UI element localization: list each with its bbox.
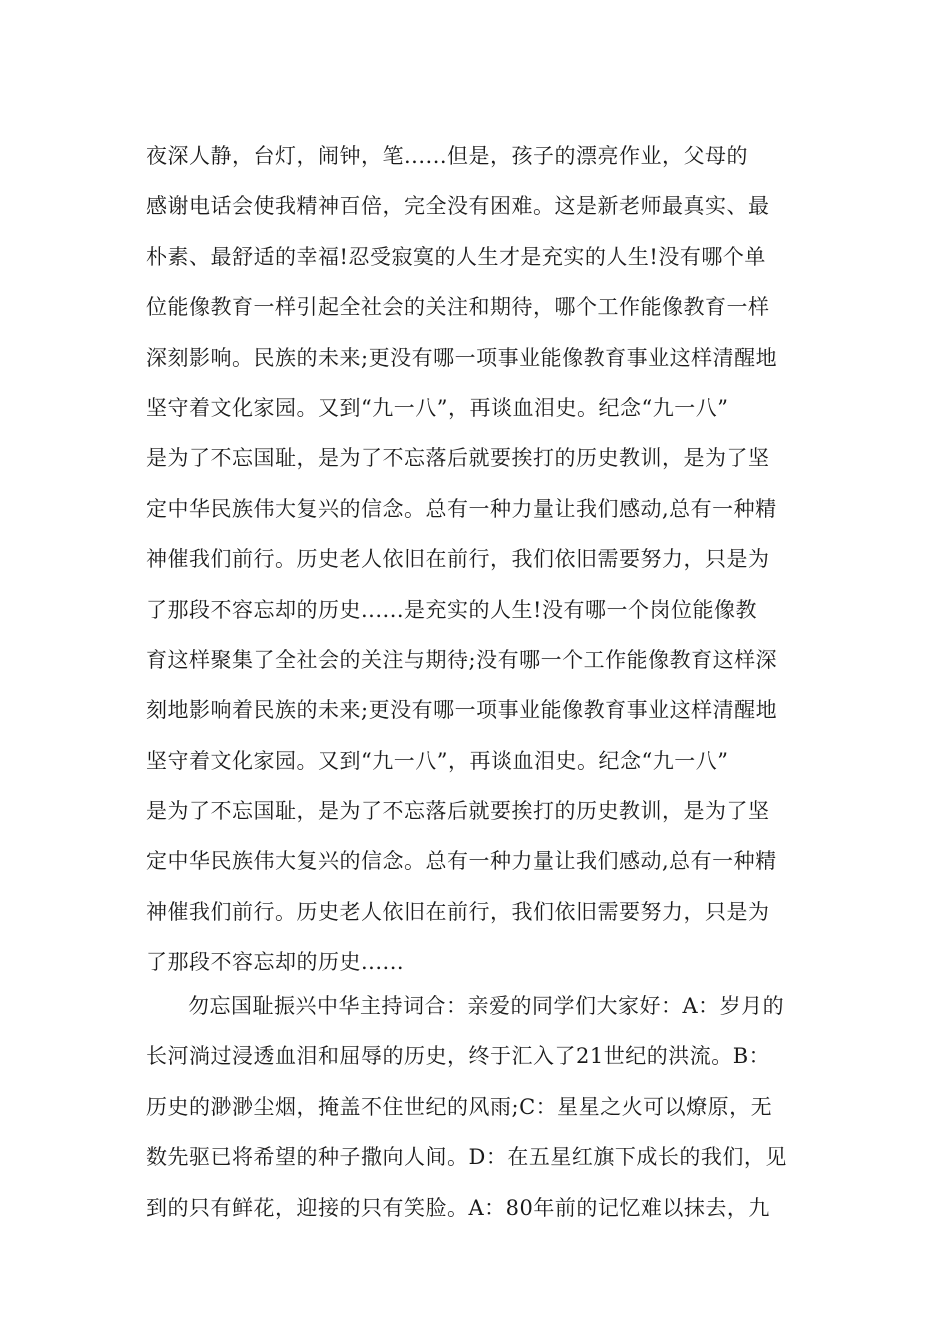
- text-line-indented: 勿忘国耻振兴中华主持词合：亲爱的同学们大家好：A：岁月的: [188, 994, 785, 1018]
- text-line: 深刻影响。民族的未来;更没有哪一项事业能像教育事业这样清醒地: [146, 345, 778, 370]
- text-line: 坚守着文化家园。又到“九一八”，再谈血泪史。纪念“九一八”: [146, 395, 729, 420]
- paragraph-2: [146, 981, 811, 1233]
- text-line: 位能像教育一样引起全社会的关注和期待，哪个工作能像教育一样: [146, 295, 770, 320]
- text-line: 夜深人静，台灯，闹钟，笔......但是，孩子的漂亮作业，父母的: [146, 144, 749, 168]
- text-line: 刻地影响着民族的未来;更没有哪一项事业能像教育事业这样清醒地: [146, 698, 778, 723]
- text-line: 定中华民族伟大复兴的信念。总有一种力量让我们感动,总有一种精: [146, 496, 777, 521]
- text-line: 神催我们前行。历史老人依旧在前行，我们依旧需要努力，只是为: [146, 547, 770, 572]
- text-line: 到的只有鲜花，迎接的只有笑脸。A：80年前的记忆难以抹去，九: [146, 1195, 770, 1220]
- text-line: 数先驱已将希望的种子撒向人间。D：在五星红旗下成长的我们，见: [146, 1145, 787, 1170]
- text-line: 是为了不忘国耻，是为了不忘落后就要挨打的历史教训，是为了坚: [146, 446, 770, 471]
- text-line: 历史的渺渺尘烟，掩盖不住世纪的风雨;C：星星之火可以燎原，无: [146, 1094, 773, 1119]
- text-line: 感谢电话会使我精神百倍，完全没有困难。这是新老师最真实、最: [146, 194, 770, 219]
- text-line: 朴素、最舒适的幸福!忍受寂寞的人生才是充实的人生!没有哪个单: [146, 244, 766, 269]
- paragraph-1: [146, 131, 811, 988]
- text-line: 是为了不忘国耻，是为了不忘落后就要挨打的历史教训，是为了坚: [146, 799, 770, 824]
- text-line: 长河淌过浸透血泪和屈辱的历史，终于汇入了21世纪的洪流。B：: [146, 1044, 771, 1069]
- text-line: 了那段不容忘却的历史......: [146, 950, 405, 975]
- text-line: 了那段不容忘却的历史......是充实的人生!没有哪一个岗位能像教: [146, 597, 757, 622]
- text-line: 神催我们前行。历史老人依旧在前行，我们依旧需要努力，只是为: [146, 899, 770, 924]
- text-line: 育这样聚集了全社会的关注与期待;没有哪一个工作能像教育这样深: [146, 647, 778, 672]
- text-line: 坚守着文化家园。又到“九一八”，再谈血泪史。纪念“九一八”: [146, 748, 729, 773]
- text-line: 定中华民族伟大复兴的信念。总有一种力量让我们感动,总有一种精: [146, 849, 777, 874]
